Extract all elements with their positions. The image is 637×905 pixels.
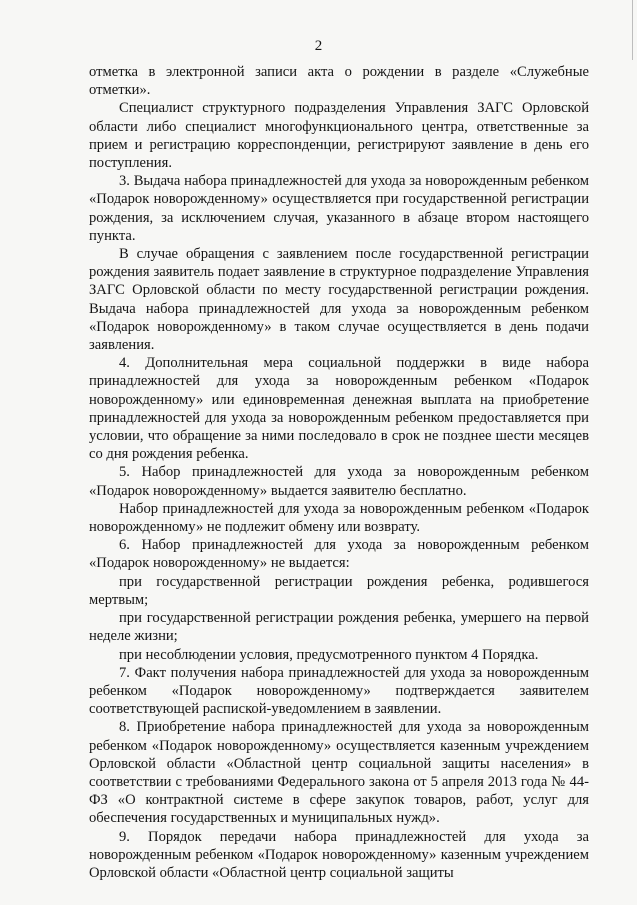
paragraph-item-5: 5. Набор принадлежностей для ухода за новорожденным ребенком «Подарок новорожденному» выдается заявителю бесплатно. [89,464,589,499]
paragraph-item-9: 9. Порядок передачи набора принадлежностей для ухода за новорожденным ребенком «Подарок новорожденному» казенным учреждением Орловской области «Областной центр социальной защиты [89,828,589,881]
paragraph-registration-specialists: Специалист структурного подразделения Управления ЗАГС Орловской области либо специалист многофункционального центра, ответственные за прием и регистрацию корреспонденции, регистрируют заявление в день его поступления. [89,100,589,172]
paragraph-item-4: 4. Дополнительная мера социальной поддержки в виде набора принадлежностей для ухода за новорожденным ребенком «Подарок новорожденному» или единовременная денежная выплата на приобретение принадлежностей для ухода за новорожденным ребенком предоставляется при условии, что обращение за ними последовало в срок не позднее шести месяцев со дня рождения ребенка. [89,355,589,463]
document-body [89,63,589,882]
paragraph-item-5-exchange: Набор принадлежностей для ухода за новорожденным ребенком «Подарок новорожденному» не подлежит обмену или возврату. [89,500,589,536]
paragraph-item-3-case: В случае обращения с заявлением после государственной регистрации рождения заявитель подает заявление в структурное подразделение Управления ЗАГС Орловской области по месту государственной регистрации рождения. Выдача набора принадлежностей для ухода за новорожденным ребенком «Подарок новорожденному» в таком случае осуществляется в день подачи заявления. [89,246,589,354]
paragraph-item-7: 7. Факт получения набора принадлежностей для ухода за новорожденным ребенком «Подарок новорожденному» подтверждается заявителем соответствующей распиской-уведомлением в заявлении. [89,664,589,718]
paragraph-item-6: 6. Набор принадлежностей для ухода за новорожденным ребенком «Подарок новорожденному» не выдается: [89,537,589,572]
page-number: 2 [314,38,323,54]
paragraph-item-6-first-week: при государственной регистрации рождения ребенка, умершего на первой неделе жизни; [89,610,589,645]
paragraph-item-8: 8. Приобретение набора принадлежностей для ухода за новорожденным ребенком «Подарок новорожденному» осуществляется казенным учреждением Орловской области «Областной центр социальной защиты населения» в соответствии с требованиями Федерального закона от 5 апреля 2013 года № 44-ФЗ «О контрактной системе в сфере закупок товаров, работ, услуг для обеспечения государственных и муниципальных нужд». [89,719,589,827]
paragraph-item-3: 3. Выдача набора принадлежностей для ухода за новорожденным ребенком «Подарок новорожденному» осуществляется при государственной регистрации рождения, за исключением случая, указанного в абзаце втором настоящего пункта. [89,173,589,244]
paragraph-item-6-condition: при несоблюдении условия, предусмотренного пунктом 4 Порядка. [119,646,539,663]
paragraph-item-6-stillborn: при государственной регистрации рождения ребенка, родившегося мертвым; [89,573,589,608]
paragraph-continuation: отметка в электронной записи акта о рождении в разделе «Служебные отметки». [89,64,589,99]
